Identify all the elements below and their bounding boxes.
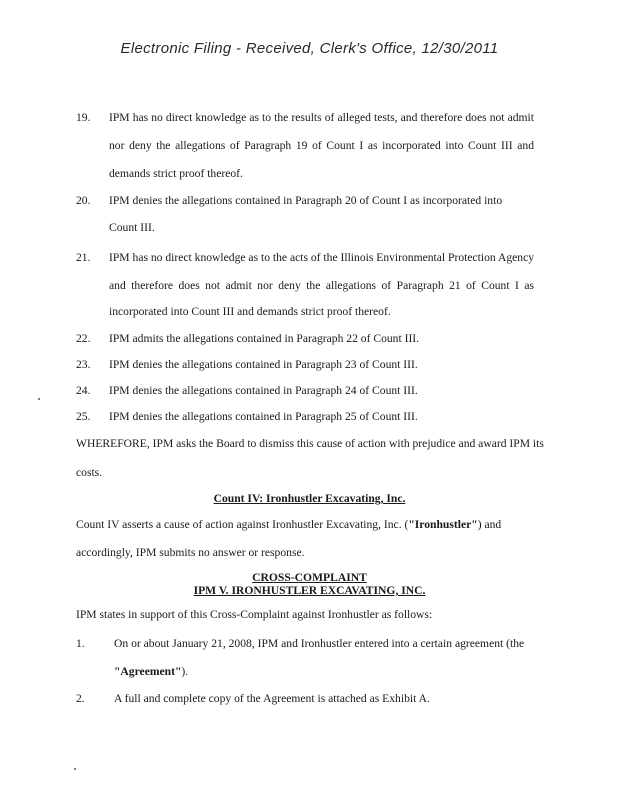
cross-complaint-subheading: IPM V. IRONHUSTLER EXCAVATING, INC. xyxy=(193,584,426,597)
paragraph-number: 1. xyxy=(76,637,85,650)
paragraph-line: On or about January 21, 2008, IPM and Ironhustler entered into a certain agreement (the xyxy=(114,637,525,650)
paragraph-line: IPM denies the allegations contained in Paragraph 25 of Count III. xyxy=(109,410,418,423)
paragraph-line: and therefore does not admit nor deny the allegations of Paragraph 21 of Count I as xyxy=(109,279,534,292)
paragraph-number: 2. xyxy=(76,692,85,705)
count-iv-heading: Count IV: Ironhustler Excavating, Inc. xyxy=(213,492,406,505)
paragraph-line: IPM has no direct knowledge as to the acts of the Illinois Environmental Protection Agency xyxy=(109,251,535,264)
paragraph-line: IPM denies the allegations contained in Paragraph 24 of Count III. xyxy=(109,384,418,397)
scan-speck xyxy=(38,398,40,400)
paragraph-line: A full and complete copy of the Agreement is attached as Exhibit A. xyxy=(114,692,430,705)
paragraph-line: IPM denies the allegations contained in Paragraph 20 of Count I as incorporated into xyxy=(109,194,503,207)
scan-speck xyxy=(74,768,76,770)
cross-complaint-heading: CROSS-COMPLAINT xyxy=(252,571,367,584)
paragraph-line: IPM admits the allegations contained in Paragraph 22 of Count III. xyxy=(109,332,420,345)
paragraph-number: 24. xyxy=(76,384,91,397)
paragraph-number: 23. xyxy=(76,358,91,371)
count-iv-paragraph-line: Count IV asserts a cause of action against Ironhustler Excavating, Inc. ("Ironhustler") and xyxy=(76,518,502,531)
paragraph-number: 22. xyxy=(76,332,91,345)
wherefore-line: costs. xyxy=(76,466,103,479)
paragraph-line: IPM has no direct knowledge as to the results of alleged tests, and therefore does not admit xyxy=(109,111,534,124)
paragraph-line: demands strict proof thereof. xyxy=(109,167,243,180)
paragraph-number: 21. xyxy=(76,251,91,264)
cross-complaint-intro: IPM states in support of this Cross-Complaint against Ironhustler as follows: xyxy=(76,608,433,621)
wherefore-line: WHEREFORE, IPM asks the Board to dismiss this cause of action with prejudice and award IPM its xyxy=(76,437,544,450)
filing-header: Electronic Filing - Received, Clerk's Office, 12/30/2011 xyxy=(120,40,499,57)
count-iv-paragraph-line: accordingly, IPM submits no answer or response. xyxy=(76,546,305,559)
paragraph-line: "Agreement"). xyxy=(114,665,189,678)
paragraph-number: 25. xyxy=(76,410,91,423)
paragraph-line: Count III. xyxy=(109,221,155,234)
paragraph-line: IPM denies the allegations contained in Paragraph 23 of Count III. xyxy=(109,358,418,371)
paragraph-line: nor deny the allegations of Paragraph 19 of Count I as incorporated into Count III and xyxy=(109,139,534,152)
paragraph-line: incorporated into Count III and demands strict proof thereof. xyxy=(109,305,391,318)
paragraph-number: 19. xyxy=(76,111,91,124)
paragraph-number: 20. xyxy=(76,194,91,207)
